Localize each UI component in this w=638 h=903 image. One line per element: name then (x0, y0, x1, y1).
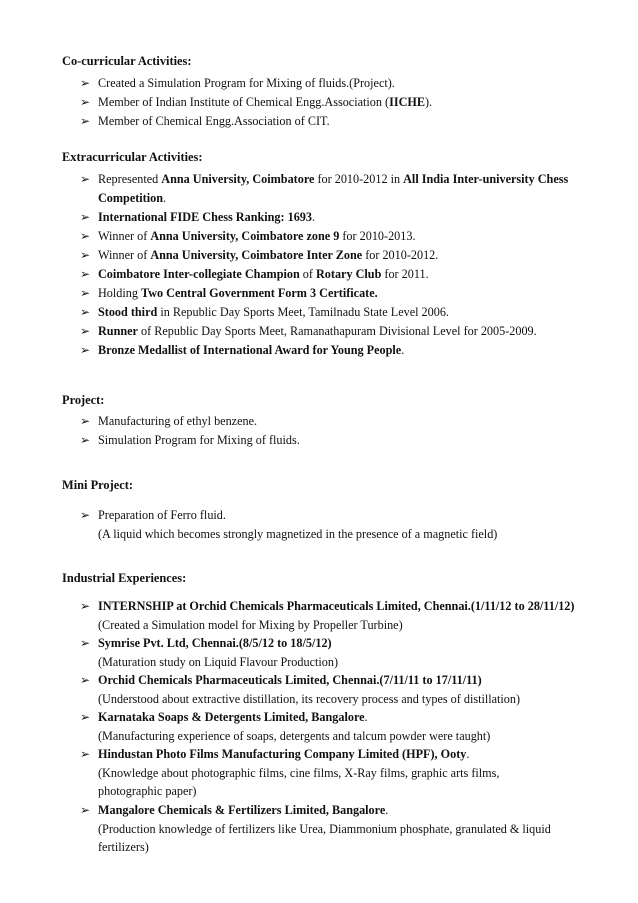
list-item: ➢ Holding Two Central Government Form 3 Certificate. (80, 284, 600, 303)
list-item: ➢ Karnataka Soaps & Detergents Limited, Bangalore. (Manufacturing experience of soaps, detergents and talcum powder were taught) (80, 710, 491, 743)
arrow-bullet-icon: ➢ (80, 414, 91, 428)
extracurricular-heading: Extracurricular Activities: (62, 150, 203, 164)
arrow-bullet-icon: ➢ (80, 747, 91, 761)
arrow-bullet-icon: ➢ (80, 248, 91, 262)
list-item: ➢ Represented Anna University, Coimbatore for 2010-2012 in All India Inter-university Chess Competition. (80, 172, 569, 205)
list-item: ➢ Stood third in Republic Day Sports Meet, Tamilnadu State Level 2006. (80, 303, 600, 322)
list-item: ➢ Winner of Anna University, Coimbatore zone 9 for 2010-2013. (80, 227, 600, 246)
list-item: ➢ Coimbatore Inter-collegiate Champion of Rotary Club for 2011. (80, 265, 600, 284)
list-item: ➢ Preparation of Ferro fluid. (A liquid which becomes strongly magnetized in the presence of a magnetic field) (80, 508, 498, 541)
arrow-bullet-icon: ➢ (80, 599, 91, 613)
arrow-bullet-icon: ➢ (80, 636, 91, 650)
industrial-heading: Industrial Experiences: (62, 571, 187, 585)
arrow-bullet-icon: ➢ (80, 267, 91, 281)
list-item: ➢ Winner of Anna University, Coimbatore Inter Zone for 2010-2012. (80, 246, 600, 265)
arrow-bullet-icon: ➢ (80, 95, 91, 109)
arrow-bullet-icon: ➢ (80, 76, 91, 90)
list-item: ➢ Member of Indian Institute of Chemical Engg.Association (IICHE). (80, 93, 600, 112)
list-item: ➢ INTERNSHIP at Orchid Chemicals Pharmaceuticals Limited, Chennai.(1/11/12 to 28/11/12) (Created a Simulation model for Mixing by Propeller Turbine) (80, 599, 575, 632)
arrow-bullet-icon: ➢ (80, 343, 91, 357)
list-item: ➢ Mangalore Chemicals & Fertilizers Limited, Bangalore. (Production knowledge of fertilizers like Urea, Diammonium phosphate, granulated & liquid fertilizers) (80, 803, 551, 854)
list-item: ➢ Manufacturing of ethyl benzene. (80, 412, 600, 431)
list-item: ➢ Runner of Republic Day Sports Meet, Ramanathapuram Divisional Level for 2005-2009. (80, 322, 600, 341)
arrow-bullet-icon: ➢ (80, 286, 91, 300)
arrow-bullet-icon: ➢ (80, 673, 91, 687)
list-item: ➢ Bronze Medallist of International Award for Young People. (80, 341, 600, 360)
arrow-bullet-icon: ➢ (80, 803, 91, 817)
list-item: ➢ Hindustan Photo Films Manufacturing Company Limited (HPF), Ooty. (Knowledge about photographic films, cine films, X-Ray films, graphic arts films, photographic paper) (80, 747, 500, 798)
arrow-bullet-icon: ➢ (80, 210, 91, 224)
list-item: ➢ Simulation Program for Mixing of fluids. (80, 431, 600, 450)
list-item: ➢ Created a Simulation Program for Mixing of fluids.(Project). (80, 74, 600, 93)
arrow-bullet-icon: ➢ (80, 114, 91, 128)
list-item: ➢ International FIDE Chess Ranking: 1693. (80, 208, 600, 227)
arrow-bullet-icon: ➢ (80, 710, 91, 724)
arrow-bullet-icon: ➢ (80, 229, 91, 243)
arrow-bullet-icon: ➢ (80, 433, 91, 447)
list-item: ➢ Orchid Chemicals Pharmaceuticals Limited, Chennai.(7/11/11 to 17/11/11) (Understood about extractive distillation, its recovery process and types of distillation) (80, 673, 521, 706)
cocurricular-heading: Co-curricular Activities: (62, 54, 192, 68)
arrow-bullet-icon: ➢ (80, 508, 91, 522)
arrow-bullet-icon: ➢ (80, 305, 91, 319)
arrow-bullet-icon: ➢ (80, 324, 91, 338)
list-item: ➢ Member of Chemical Engg.Association of CIT. (80, 112, 600, 131)
mini-project-heading: Mini Project: (62, 478, 133, 492)
arrow-bullet-icon: ➢ (80, 172, 91, 186)
list-item: ➢ Symrise Pvt. Ltd, Chennai.(8/5/12 to 18/5/12) (Maturation study on Liquid Flavour Production) (80, 636, 339, 669)
project-heading: Project: (62, 393, 105, 407)
